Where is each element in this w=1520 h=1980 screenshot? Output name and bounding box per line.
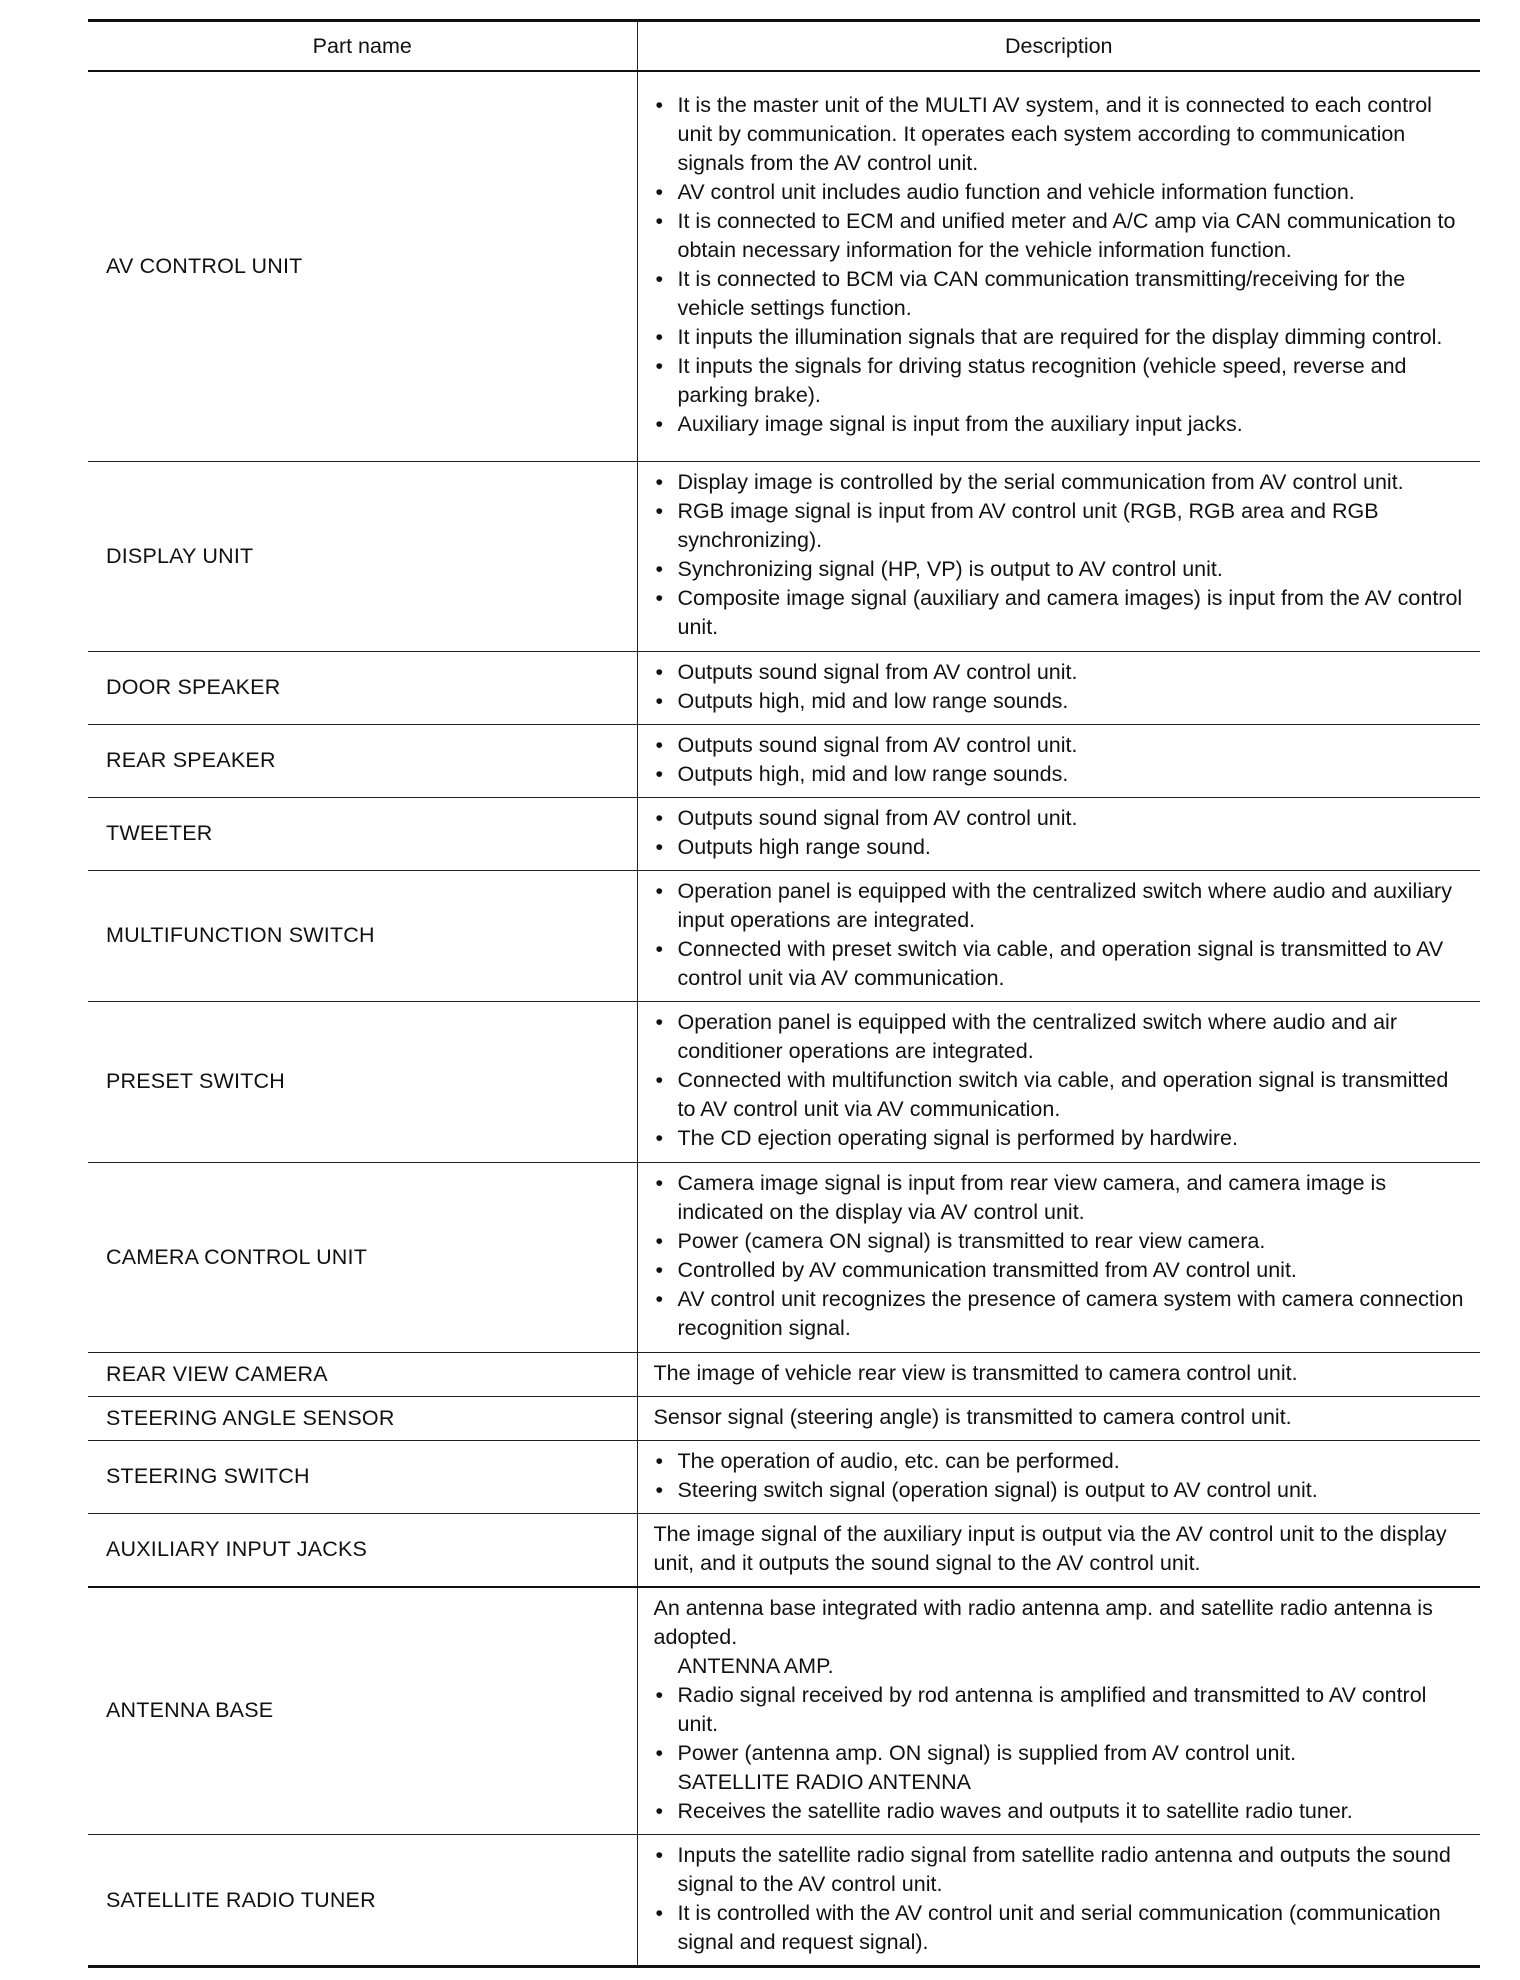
part-name: ANTENNA BASE	[88, 1587, 637, 1835]
description-text: The image of vehicle rear view is transmitted to camera control unit.	[653, 1360, 1298, 1385]
description-item: • AV control unit recognizes the presence of camera system with camera connection recognition signal.	[654, 1285, 1473, 1343]
part-name: PRESET SWITCH	[88, 1001, 637, 1162]
part-description	[637, 1396, 1480, 1440]
part-description	[637, 1162, 1480, 1352]
part-description	[637, 797, 1480, 870]
description-item: • It is the master unit of the MULTI AV system, and it is connected to each control unit by communication. It operates each system according to communication signals from the AV control unit.	[654, 91, 1473, 178]
description-item: • Composite image signal (auxiliary and camera images) is input from the AV control unit.	[654, 584, 1473, 642]
table-row	[88, 1835, 1480, 1967]
table-row	[88, 461, 1480, 651]
part-description	[637, 71, 1480, 461]
part-name: CAMERA CONTROL UNIT	[88, 1162, 637, 1352]
table-row	[88, 1396, 1480, 1440]
header-description: Description	[637, 21, 1480, 72]
description-text: Sensor signal (steering angle) is transmitted to camera control unit.	[653, 1404, 1292, 1429]
description-item: • Auxiliary image signal is input from the auxiliary input jacks.	[654, 410, 1473, 439]
part-name: REAR SPEAKER	[88, 724, 637, 797]
description-item: • Outputs high range sound.	[654, 833, 1473, 862]
table-row	[88, 724, 1480, 797]
part-name: DISPLAY UNIT	[88, 461, 637, 651]
description-item: • Steering switch signal (operation signal) is output to AV control unit.	[654, 1476, 1473, 1505]
part-name: REAR VIEW CAMERA	[88, 1352, 637, 1396]
description-item: • Outputs high, mid and low range sounds.	[654, 760, 1473, 789]
description-item: • It is controlled with the AV control unit and serial communication (communication signal and request signal).	[654, 1899, 1473, 1957]
table-row	[88, 1352, 1480, 1396]
table-row	[88, 1440, 1480, 1513]
description-item: • It is connected to BCM via CAN communication transmitting/receiving for the vehicle settings function.	[654, 265, 1473, 323]
table-row	[88, 1587, 1480, 1835]
part-description	[637, 724, 1480, 797]
part-description	[637, 461, 1480, 651]
table-row	[88, 870, 1480, 1001]
description-item: • Connected with multifunction switch via cable, and operation signal is transmitted to AV control unit via AV communication.	[654, 1066, 1473, 1124]
part-description	[637, 651, 1480, 724]
table-row	[88, 651, 1480, 724]
description-intro: An antenna base integrated with radio antenna amp. and satellite radio antenna is adopted.	[653, 1595, 1433, 1649]
part-description	[637, 1587, 1480, 1835]
description-item: • Receives the satellite radio waves and outputs it to satellite radio tuner.	[654, 1797, 1473, 1826]
table-row	[88, 71, 1480, 461]
subsection-heading: ANTENNA AMP.	[677, 1653, 834, 1678]
description-item: • Radio signal received by rod antenna is amplified and transmitted to AV control unit.	[654, 1681, 1473, 1739]
description-text: The image signal of the auxiliary input is output via the AV control unit to the display unit, and it outputs the sound signal to the AV control unit.	[653, 1521, 1447, 1575]
part-name: AUXILIARY INPUT JACKS	[88, 1513, 637, 1587]
part-name: STEERING ANGLE SENSOR	[88, 1396, 637, 1440]
table-header-row	[88, 21, 1480, 72]
description-item: • It inputs the illumination signals that are required for the display dimming control.	[654, 323, 1473, 352]
description-item: • Power (camera ON signal) is transmitted to rear view camera.	[654, 1227, 1473, 1256]
description-item: • Operation panel is equipped with the centralized switch where audio and air conditioner operations are integrated.	[654, 1008, 1473, 1066]
description-item: • Outputs sound signal from AV control unit.	[654, 658, 1473, 687]
description-item: • Outputs sound signal from AV control unit.	[654, 731, 1473, 760]
description-item: • The CD ejection operating signal is performed by hardwire.	[654, 1124, 1473, 1153]
description-item: • RGB image signal is input from AV control unit (RGB, RGB area and RGB synchronizing).	[654, 497, 1473, 555]
description-item: • Power (antenna amp. ON signal) is supplied from AV control unit.	[654, 1739, 1473, 1768]
part-description	[637, 1001, 1480, 1162]
description-item: • Outputs sound signal from AV control unit.	[654, 804, 1473, 833]
part-name: AV CONTROL UNIT	[88, 71, 637, 461]
part-name: DOOR SPEAKER	[88, 651, 637, 724]
part-name: SATELLITE RADIO TUNER	[88, 1835, 637, 1967]
document-page	[88, 19, 1480, 1968]
table-row	[88, 1001, 1480, 1162]
parts-description-table	[88, 19, 1480, 1968]
part-name: MULTIFUNCTION SWITCH	[88, 870, 637, 1001]
description-item: • Operation panel is equipped with the centralized switch where audio and auxiliary input operations are integrated.	[654, 877, 1473, 935]
part-description	[637, 1835, 1480, 1967]
description-item: • It inputs the signals for driving status recognition (vehicle speed, reverse and parking brake).	[654, 352, 1473, 410]
description-item: • The operation of audio, etc. can be performed.	[654, 1447, 1473, 1476]
subsection-heading: SATELLITE RADIO ANTENNA	[677, 1769, 972, 1794]
part-name: STEERING SWITCH	[88, 1440, 637, 1513]
description-item: • It is connected to ECM and unified meter and A/C amp via CAN communication to obtain necessary information for the vehicle information function.	[654, 207, 1473, 265]
description-item: • Outputs high, mid and low range sounds.	[654, 687, 1473, 716]
description-item: • Camera image signal is input from rear view camera, and camera image is indicated on the display via AV control unit.	[654, 1169, 1473, 1227]
table-row	[88, 797, 1480, 870]
description-item: • Connected with preset switch via cable, and operation signal is transmitted to AV control unit via AV communication.	[654, 935, 1473, 993]
description-item: • Inputs the satellite radio signal from satellite radio antenna and outputs the sound signal to the AV control unit.	[654, 1841, 1473, 1899]
table-row	[88, 1162, 1480, 1352]
table-row	[88, 1513, 1480, 1587]
part-name: TWEETER	[88, 797, 637, 870]
part-description	[637, 1440, 1480, 1513]
part-description	[637, 1513, 1480, 1587]
header-part-name: Part name	[88, 21, 637, 72]
description-item: • Display image is controlled by the serial communication from AV control unit.	[654, 468, 1473, 497]
description-item: • Controlled by AV communication transmitted from AV control unit.	[654, 1256, 1473, 1285]
part-description	[637, 870, 1480, 1001]
description-item: • AV control unit includes audio function and vehicle information function.	[654, 178, 1473, 207]
part-description	[637, 1352, 1480, 1396]
description-item: • Synchronizing signal (HP, VP) is output to AV control unit.	[654, 555, 1473, 584]
